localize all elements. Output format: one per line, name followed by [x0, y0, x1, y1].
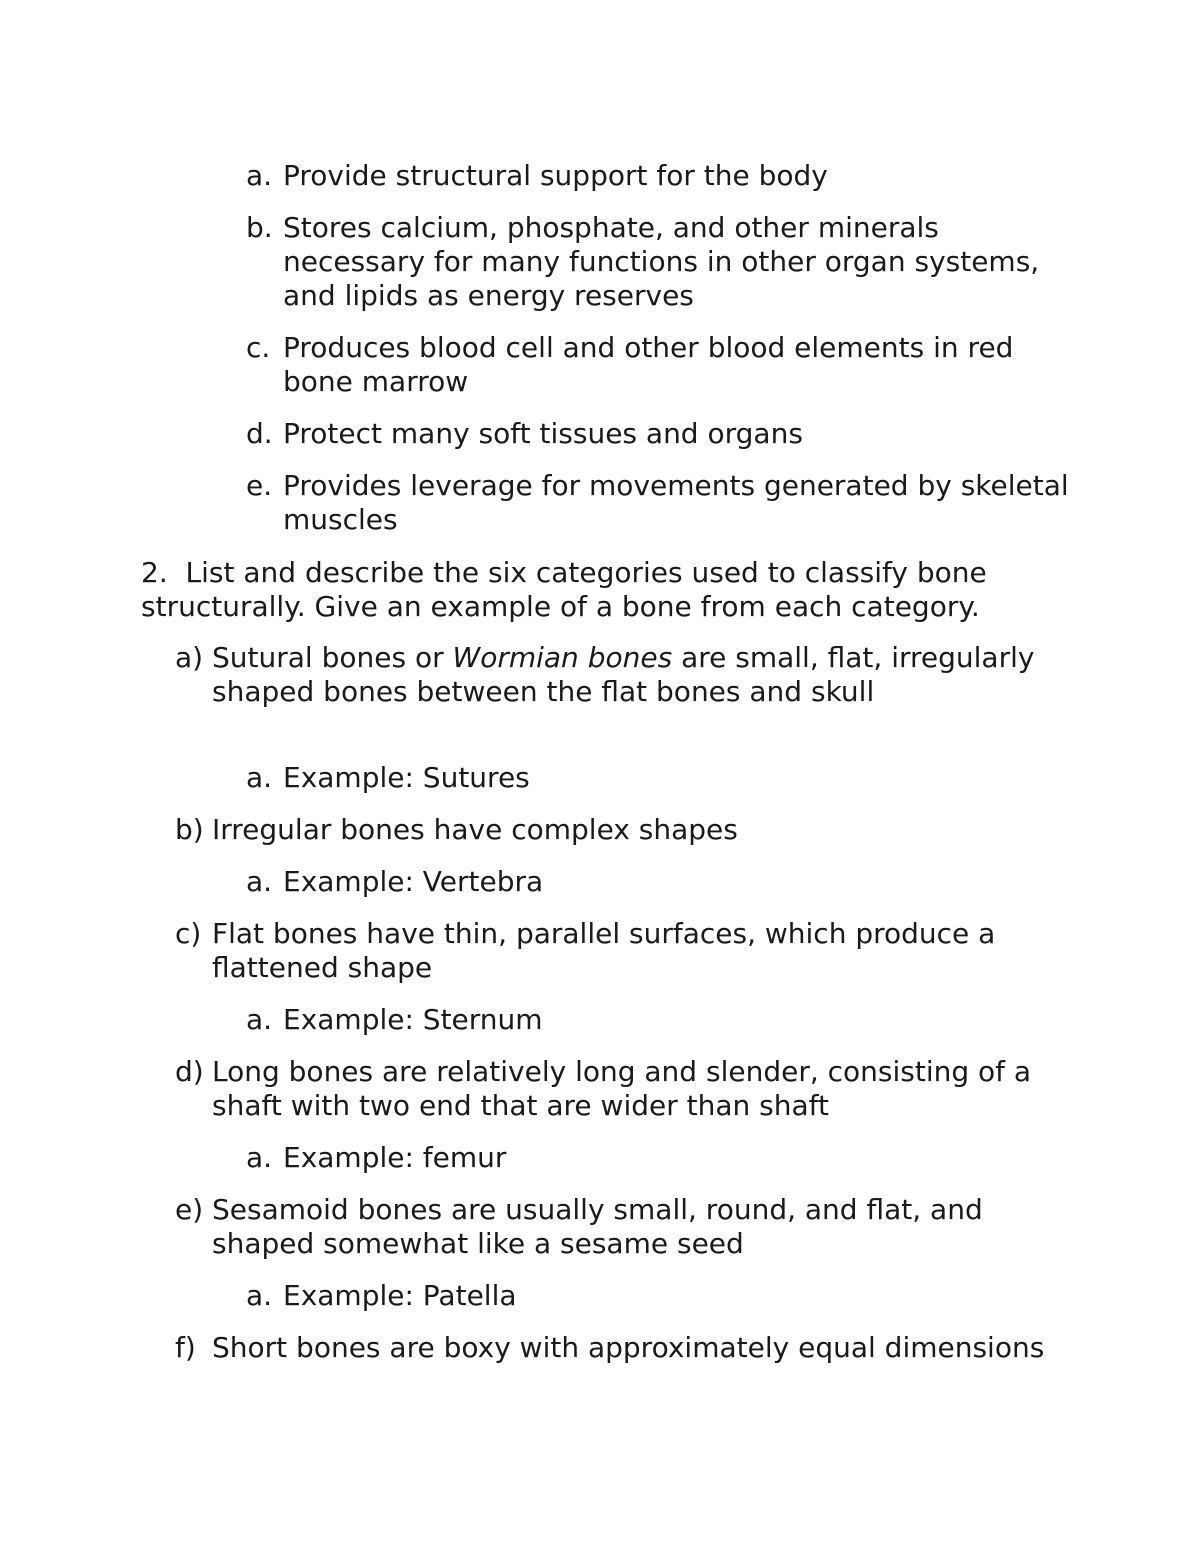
- function-item: [246, 159, 1073, 193]
- list-marker: a.: [246, 159, 273, 192]
- example-item: [246, 1141, 1073, 1175]
- list-marker: a.: [246, 865, 273, 898]
- function-item: [246, 469, 1073, 537]
- example-text: Example: Sutures: [283, 761, 530, 794]
- function-item: [246, 417, 1073, 451]
- function-text: Provides leverage for movements generated by skeletal muscles: [283, 469, 1069, 536]
- example-item: [246, 865, 1073, 899]
- example-text: Example: femur: [283, 1141, 507, 1174]
- list-marker: e.: [246, 469, 273, 502]
- list-marker: c): [175, 917, 202, 950]
- function-text: Protect many soft tissues and organs: [283, 417, 803, 450]
- category-text: Sesamoid bones are usually small, round, and flat, and shaped somewhat like a sesame seed: [212, 1193, 983, 1260]
- list-marker: d): [175, 1055, 204, 1088]
- category-item: [175, 1193, 1072, 1261]
- example-text: Example: Patella: [283, 1279, 517, 1312]
- question-text: List and describe the six categories used to classify bone structurally. Give an example of a bone from each category.: [141, 556, 987, 623]
- example-item: [246, 761, 1073, 795]
- list-marker: a): [175, 641, 204, 674]
- category-item: [175, 1055, 1072, 1123]
- category-text: Sutural bones or Wormian bones are small, flat, irregularly shaped bones between the flat bones and skull: [212, 641, 1035, 708]
- list-marker: e): [175, 1193, 204, 1226]
- list-marker: a.: [246, 761, 273, 794]
- example-item: [246, 1279, 1073, 1313]
- category-item: [175, 813, 1072, 847]
- question-number: 2.: [141, 556, 168, 589]
- category-text: Irregular bones have complex shapes: [212, 813, 738, 846]
- function-text: Provide structural support for the body: [283, 159, 828, 192]
- italic-term: Wormian bones: [452, 641, 673, 674]
- question-2: [141, 556, 1071, 624]
- example-item: [246, 1003, 1073, 1037]
- example-text: Example: Sternum: [283, 1003, 543, 1036]
- list-marker: b): [175, 813, 204, 846]
- category-item: [175, 1331, 1072, 1365]
- category-text: Short bones are boxy with approximately equal dimensions: [212, 1331, 1045, 1364]
- list-marker: d.: [246, 417, 273, 450]
- function-item: [246, 211, 1073, 313]
- category-item: [175, 641, 1072, 709]
- category-text: Flat bones have thin, parallel surfaces, which produce a flattened shape: [212, 917, 996, 984]
- category-item: [175, 917, 1072, 985]
- category-text: Long bones are relatively long and slender, consisting of a shaft with two end that are wider than shaft: [212, 1055, 1032, 1122]
- list-marker: a.: [246, 1141, 273, 1174]
- list-marker: a.: [246, 1279, 273, 1312]
- list-marker: b.: [246, 211, 273, 244]
- list-marker: f): [175, 1331, 196, 1364]
- function-text: Stores calcium, phosphate, and other minerals necessary for many functions in other organ systems, and lipids as energy reserves: [283, 211, 1040, 312]
- function-text: Produces blood cell and other blood elements in red bone marrow: [283, 331, 1014, 398]
- example-text: Example: Vertebra: [283, 865, 544, 898]
- function-item: [246, 331, 1073, 399]
- list-marker: a.: [246, 1003, 273, 1036]
- list-marker: c.: [246, 331, 271, 364]
